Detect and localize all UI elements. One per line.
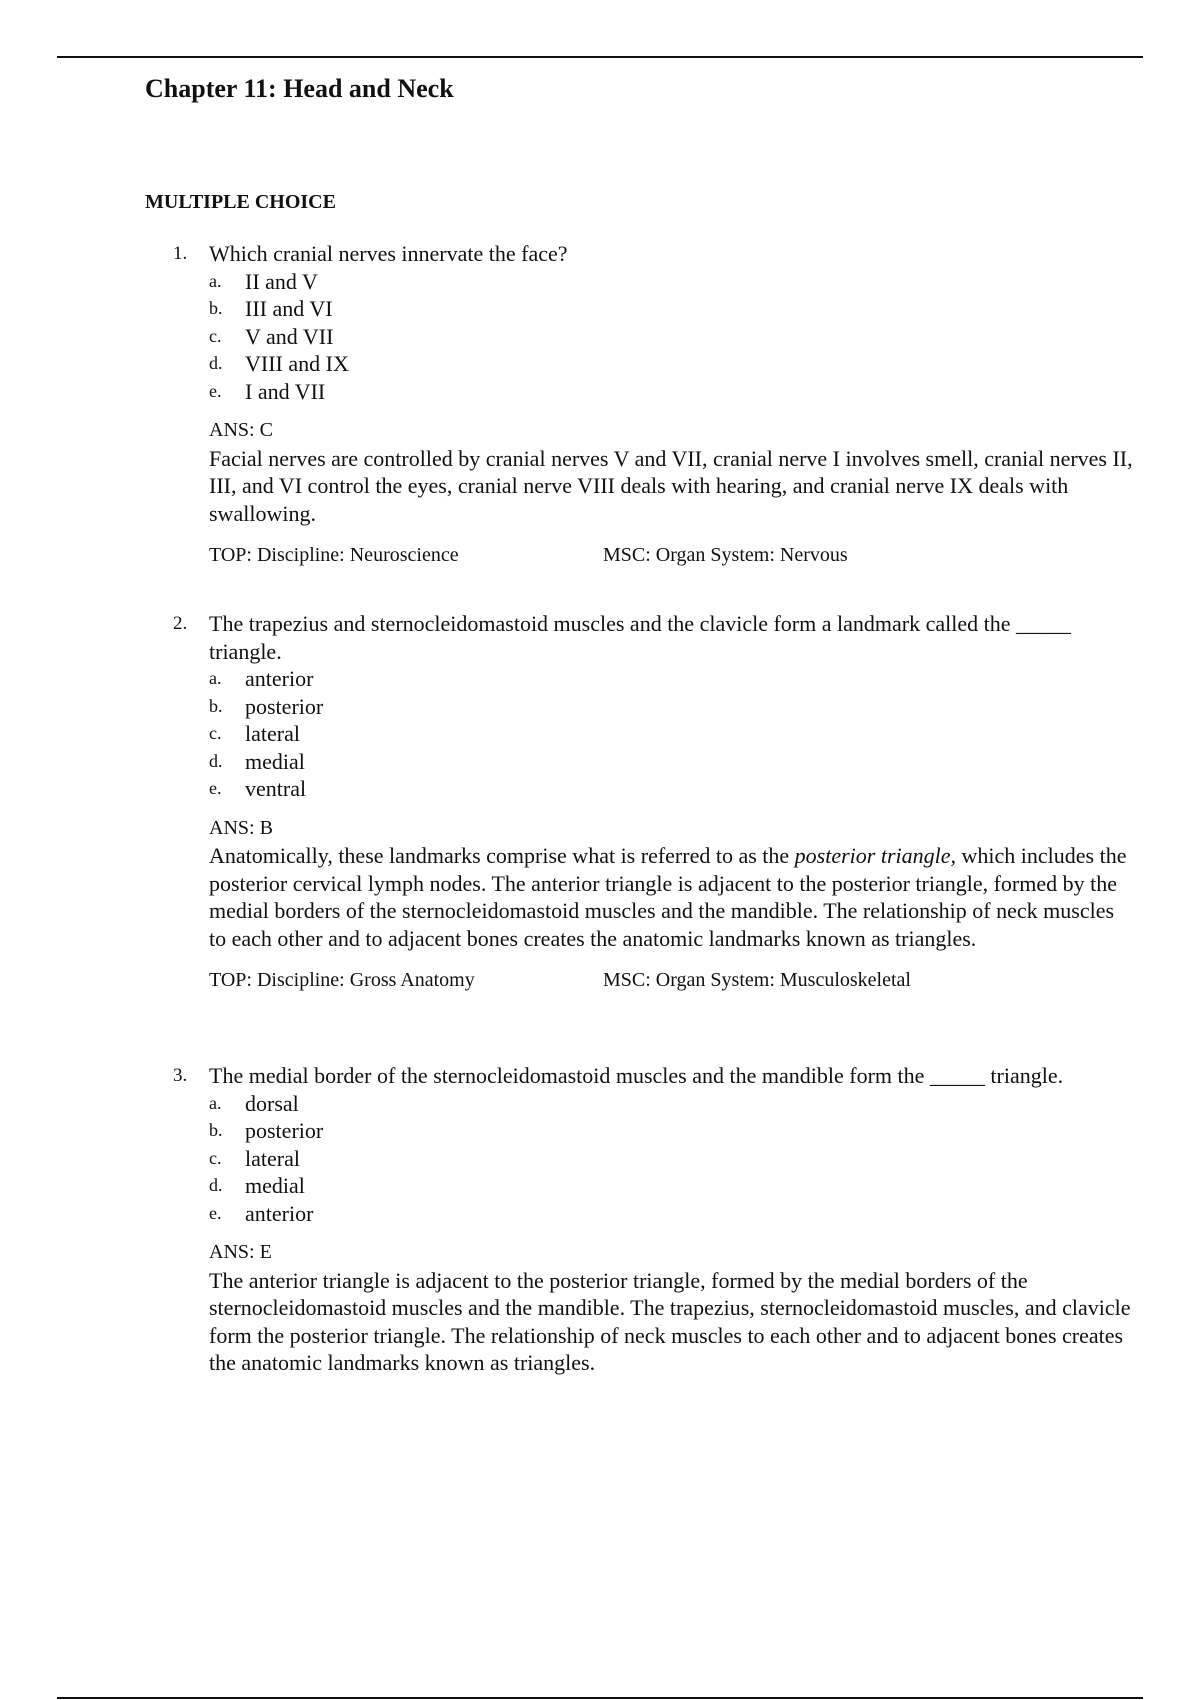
question-2 bbox=[145, 610, 1135, 994]
answer-block bbox=[145, 1239, 1135, 1377]
question-stem bbox=[145, 610, 1135, 665]
option-letter: e. bbox=[209, 380, 222, 401]
rationale: Facial nerves are controlled by cranial nerves V and VII, cranial nerve I involves smell, cranial nerves II, III, and VI control the eyes, cranial nerve VIII deals with hearing, and cranial nerve IX deals with swallowing. bbox=[209, 445, 1133, 526]
option-letter: a. bbox=[209, 1092, 222, 1113]
topic-tag: TOP: Discipline: Neuroscience bbox=[209, 544, 459, 566]
answer-block bbox=[145, 815, 1135, 953]
option-letter: a. bbox=[209, 668, 222, 688]
option-e bbox=[209, 775, 1135, 803]
option-letter: e. bbox=[209, 778, 222, 798]
option-c bbox=[209, 323, 1135, 351]
option-letter: b. bbox=[209, 1120, 223, 1140]
option-text: VIII and IX bbox=[245, 351, 349, 376]
option-a bbox=[209, 665, 1135, 693]
option-letter: d. bbox=[209, 750, 223, 771]
topic-tag: TOP: Discipline: Gross Anatomy bbox=[209, 969, 475, 991]
rationale-text: Anatomically, these landmarks comprise what is referred to as the bbox=[209, 843, 795, 868]
top-rule bbox=[57, 56, 1143, 58]
question-number: 3. bbox=[173, 1065, 188, 1086]
option-letter: b. bbox=[209, 298, 223, 318]
option-b bbox=[209, 693, 1135, 721]
metadata-row bbox=[145, 966, 1135, 994]
option-letter: b. bbox=[209, 695, 223, 716]
option-text: lateral bbox=[245, 721, 300, 746]
option-text: posterior bbox=[245, 1118, 324, 1143]
rationale-text: which includes the posterior cervical lymph nodes. The anterior triangle is adjacent to the posterior triangle, formed by the medial borders of the sternocleidomastoid muscles and the mandible. The relationship of neck muscles to each other and to adjacent bones creates the anatomic landmarks known as triangles. bbox=[209, 843, 1127, 951]
answer-key: ANS: C bbox=[209, 419, 273, 441]
option-c bbox=[209, 720, 1135, 748]
metadata-row bbox=[145, 541, 1135, 569]
option-e bbox=[209, 378, 1135, 406]
msc-tag: MSC: Organ System: Nervous bbox=[603, 544, 848, 566]
answer-options bbox=[145, 268, 1135, 406]
msc-tag: MSC: Organ System: Musculoskeletal bbox=[603, 969, 911, 991]
option-d bbox=[209, 1172, 1135, 1200]
option-letter: d. bbox=[209, 353, 223, 373]
option-text: medial bbox=[245, 748, 305, 774]
bottom-rule bbox=[57, 1697, 1143, 1699]
page-content bbox=[145, 72, 1135, 1375]
option-b bbox=[209, 1117, 1135, 1145]
option-text: dorsal bbox=[245, 1090, 299, 1116]
option-letter: c. bbox=[209, 723, 222, 743]
option-letter: d. bbox=[209, 1175, 223, 1195]
question-text: Which cranial nerves innervate the face? bbox=[209, 241, 568, 266]
rationale: The anterior triangle is adjacent to the posterior triangle, formed by the medial borders of the sternocleidomastoid muscles and the mandible. The trapezius, sternocleidomastoid muscles, and clavicle form the posterior triangle. The relationship of neck muscles to each other and to adjacent bones creates the anatomic landmarks known as triangles. bbox=[209, 1267, 1131, 1375]
answer-block bbox=[145, 417, 1135, 527]
option-text: medial bbox=[245, 1173, 305, 1198]
question-stem bbox=[145, 240, 1135, 268]
chapter-title: Chapter 11: Head and Neck bbox=[145, 74, 454, 103]
option-text: III and VI bbox=[245, 296, 333, 321]
option-e bbox=[209, 1200, 1135, 1228]
option-letter: a. bbox=[209, 270, 222, 291]
answer-key: ANS: E bbox=[209, 1241, 272, 1263]
option-d bbox=[209, 350, 1135, 378]
question-number: 1. bbox=[173, 243, 188, 264]
option-d bbox=[209, 748, 1135, 776]
question-1 bbox=[145, 240, 1135, 569]
rationale bbox=[209, 842, 1135, 952]
rationale-emphasis: posterior triangle, bbox=[794, 843, 956, 868]
option-text: anterior bbox=[245, 666, 314, 691]
option-text: anterior bbox=[245, 1200, 314, 1226]
option-text: I and VII bbox=[245, 378, 326, 404]
option-c bbox=[209, 1145, 1135, 1173]
option-letter: e. bbox=[209, 1202, 222, 1223]
section-heading: MULTIPLE CHOICE bbox=[145, 191, 336, 213]
question-text: The trapezius and sternocleidomastoid muscles and the clavicle form a landmark called the _____ triangle. bbox=[209, 611, 1071, 664]
option-b bbox=[209, 295, 1135, 323]
option-letter: c. bbox=[209, 325, 222, 346]
question-stem bbox=[145, 1062, 1135, 1090]
option-text: lateral bbox=[245, 1145, 300, 1171]
answer-options bbox=[145, 665, 1135, 803]
option-text: II and V bbox=[245, 268, 318, 294]
question-number: 2. bbox=[173, 613, 188, 634]
option-text: V and VII bbox=[245, 323, 334, 349]
question-3 bbox=[145, 1062, 1135, 1377]
answer-key: ANS: B bbox=[209, 816, 273, 839]
option-text: posterior bbox=[245, 693, 324, 719]
answer-options bbox=[145, 1090, 1135, 1228]
option-text: ventral bbox=[245, 776, 307, 801]
option-a bbox=[209, 268, 1135, 296]
question-text: The medial border of the sternocleidomastoid muscles and the mandible form the _____ triangle. bbox=[209, 1063, 1064, 1088]
option-letter: c. bbox=[209, 1147, 222, 1168]
option-a bbox=[209, 1090, 1135, 1118]
